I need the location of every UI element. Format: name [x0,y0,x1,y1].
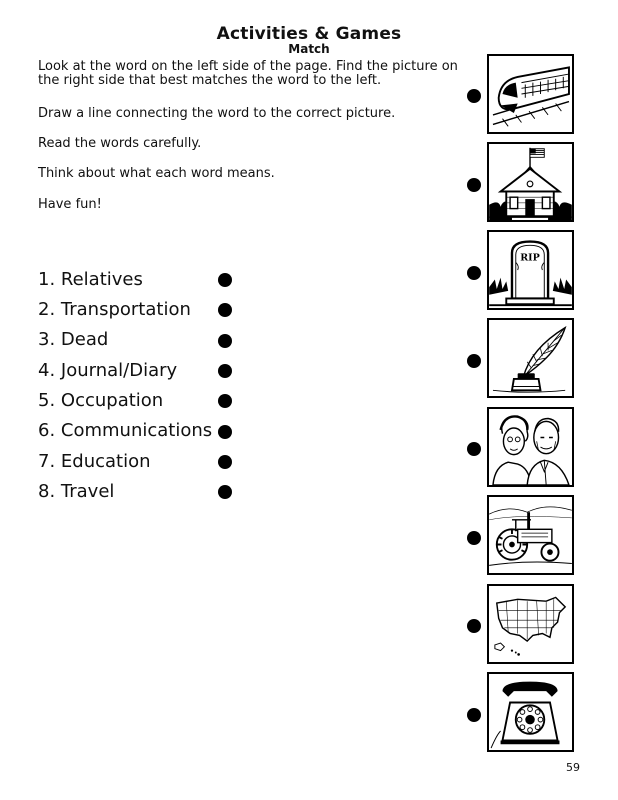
picture-dot-5[interactable] [467,442,481,456]
schoolhouse-icon [489,144,572,220]
word-transportation: 2. Transportation [38,299,191,320]
picture-box-telephone[interactable] [487,672,574,752]
word-education: 7. Education [38,451,151,472]
word-occupation: 5. Occupation [38,390,164,411]
instruction-4: Think about what each word means. [38,166,275,181]
word-travel: 8. Travel [38,481,115,502]
word-journal-diary: 4. Journal/Diary [38,360,178,381]
word-dot-4[interactable] [218,364,232,378]
word-relatives: 1. Relatives [38,269,143,290]
word-dot-7[interactable] [218,455,232,469]
page-number: 59 [566,761,580,774]
word-dot-5[interactable] [218,394,232,408]
picture-box-couple[interactable] [487,407,574,487]
word-dead: 3. Dead [38,329,109,350]
instruction-2: Draw a line connecting the word to the correct picture. [38,106,396,121]
word-dot-8[interactable] [218,485,232,499]
tractor-icon [489,497,572,573]
word-dot-1[interactable] [218,273,232,287]
page-title: Activities & Games [216,24,402,44]
picture-box-tombstone[interactable] [487,230,574,310]
quill-inkwell-icon [489,320,572,396]
tombstone-label: RIP [520,252,540,264]
picture-box-map[interactable] [487,584,574,664]
word-dot-3[interactable] [218,334,232,348]
word-dot-6[interactable] [218,425,232,439]
picture-dot-4[interactable] [467,354,481,368]
instruction-3: Read the words carefully. [38,136,202,151]
picture-box-schoolhouse[interactable] [487,142,574,222]
picture-dot-2[interactable] [467,178,481,192]
picture-box-tractor[interactable] [487,495,574,575]
elderly-couple-icon [489,409,572,485]
picture-box-train[interactable] [487,54,574,134]
usa-map-icon [489,586,572,662]
word-communications: 6. Communications [38,420,213,441]
instruction-5: Have fun! [38,197,102,212]
picture-dot-8[interactable] [467,708,481,722]
tombstone-icon [489,232,572,308]
instruction-1: Look at the word on the left side of the page. Find the picture on the right side that best matches the word to the left. [38,59,458,88]
picture-dot-3[interactable] [467,266,481,280]
train-icon [489,56,572,132]
picture-dot-1[interactable] [467,89,481,103]
picture-box-quill[interactable] [487,318,574,398]
picture-dot-6[interactable] [467,531,481,545]
picture-dot-7[interactable] [467,619,481,633]
page-subtitle: Match [288,42,330,56]
word-dot-2[interactable] [218,303,232,317]
telephone-icon [489,674,572,750]
